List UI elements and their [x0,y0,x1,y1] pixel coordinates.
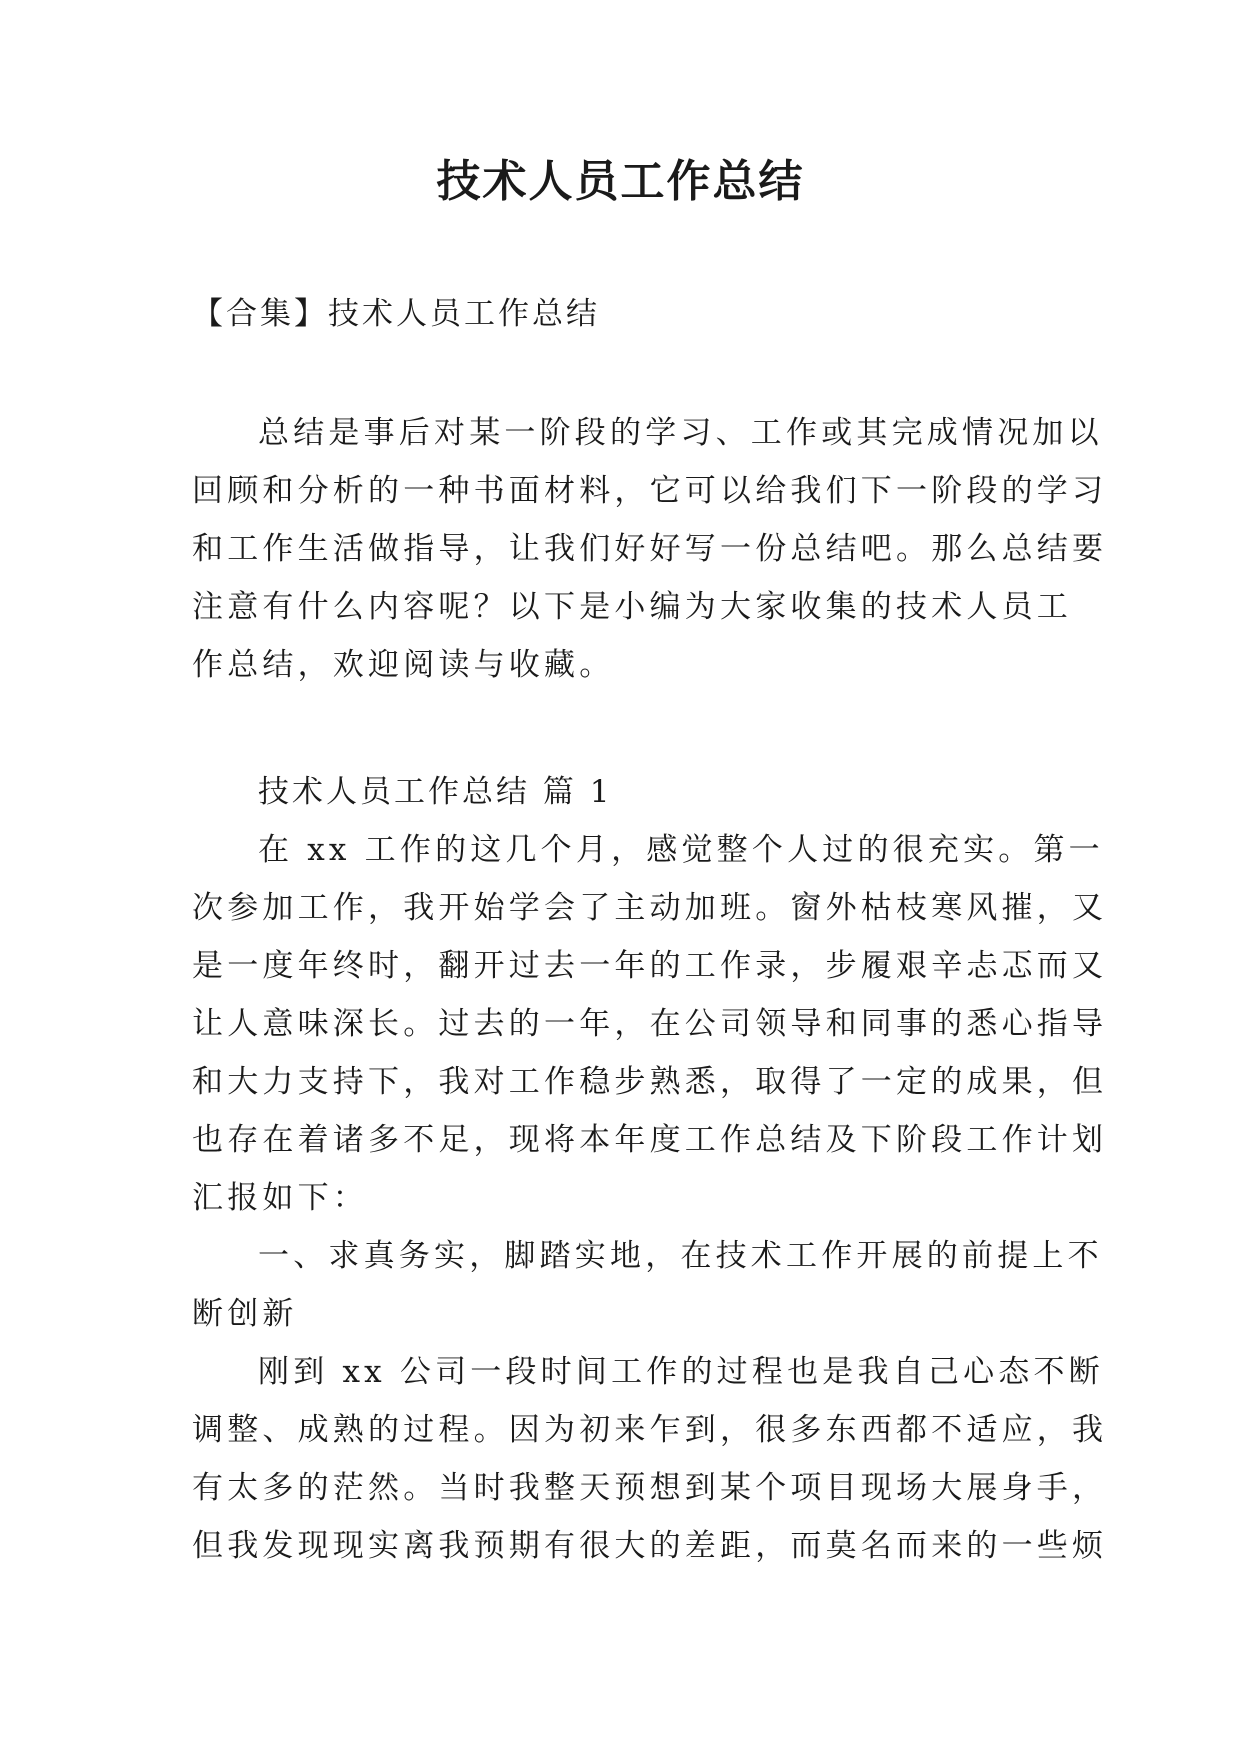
body-line: 刚到 xx 公司一段时间工作的过程也是我自己心态不断 [258,1354,1104,1390]
intro-line: 和工作生活做指导，让我们好好写一份总结吧。那么总结要 [192,531,1108,567]
body-line: 在 xx 工作的这几个月，感觉整个人过的很充实。第一 [258,832,1104,868]
body-line: 次参加工作，我开始学会了主动加班。窗外枯枝寒风摧，又 [192,890,1108,926]
intro-paragraph [192,404,1108,694]
document-title: 技术人员工作总结 [436,156,805,207]
body-line: 调整、成熟的过程。因为初来乍到，很多东西都不适应，我 [192,1412,1108,1448]
body-line: 也存在着诸多不足，现将本年度工作总结及下阶段工作计划 [192,1122,1108,1158]
body-line: 汇报如下： [192,1180,368,1216]
body-text [192,821,1108,1575]
body-line: 是一度年终时，翻开过去一年的工作录，步履艰辛忐忑而又 [192,948,1108,984]
section-heading: 技术人员工作总结 篇 1 [258,774,613,810]
intro-line: 回顾和分析的一种书面材料，它可以给我们下一阶段的学习 [192,473,1108,509]
body-line: 一、求真务实，脚踏实地，在技术工作开展的前提上不 [258,1238,1103,1274]
body-line: 有太多的茫然。当时我整天预想到某个项目现场大展身手， [192,1470,1108,1506]
document-subtitle: 【合集】技术人员工作总结 [192,296,600,332]
body-line: 但我发现现实离我预期有很大的差距，而莫名而来的一些烦 [192,1528,1108,1564]
body-line: 和大力支持下，我对工作稳步熟悉，取得了一定的成果，但 [192,1064,1108,1100]
intro-line: 注意有什么内容呢？以下是小编为大家收集的技术人员工 [192,589,1072,625]
body-line: 让人意味深长。过去的一年，在公司领导和同事的悉心指导 [192,1006,1108,1042]
body-line: 断创新 [192,1296,298,1332]
intro-line: 作总结，欢迎阅读与收藏。 [192,647,615,683]
intro-line: 总结是事后对某一阶段的学习、工作或其完成情况加以 [258,415,1103,451]
